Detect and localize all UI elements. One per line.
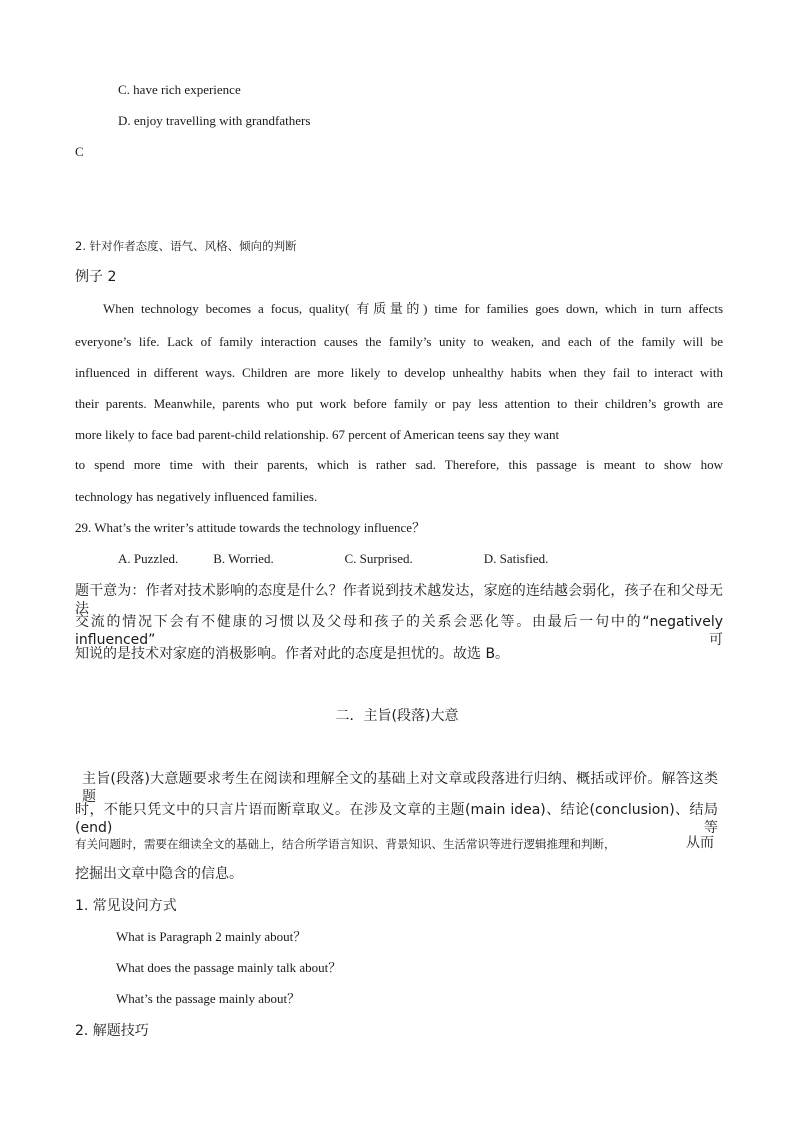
question-form: What’s the passage mainly about？: [116, 991, 301, 1006]
example-label: 例子 2: [75, 269, 117, 285]
passage-line: technology has negatively influenced families.: [75, 489, 318, 504]
subheading-question-forms: 1. 常见设问方式: [75, 898, 177, 914]
intro-line: 从而: [686, 835, 714, 851]
question-form: What does the passage mainly talk about？: [116, 960, 342, 975]
option-d: D. Satisfied.: [483, 551, 549, 566]
analysis-line: 知说的是技术对家庭的消极影响。作者对此的态度是担忧的。故选 B。: [75, 646, 510, 662]
intro-line: 时，不能只凭文中的只言片语而断章取义。在涉及文章的主题(main idea)、结论(conclusion)、结局(end)等: [75, 802, 718, 836]
passage-line: their parents. Meanwhile, parents who put work before family or pay less attention to their children’s growth are: [75, 396, 723, 411]
analysis-line: 交流的情况下会有不健康的习惯以及父母和孩子的关系会恶化等。由最后一句中的“negatively influenced” 可: [75, 614, 723, 648]
option-c: C. Surprised.: [344, 551, 413, 566]
intro-line: 有关问题时，需要在细读全文的基础上，结合所学语言知识、背景知识、生活常识等进行逻辑推理和判断，: [75, 837, 616, 851]
passage-line: influenced in different ways. Children are more likely to develop unhealthy habits when they fail to interact with: [75, 365, 723, 380]
passage-line: more likely to face bad parent-child relationship. 67 percent of American teens say they want: [75, 427, 560, 442]
passage-line: to spend more time with their parents, which is rather sad. Therefore, this passage is meant to show how: [75, 457, 723, 472]
intro-line: 挖掘出文章中隐含的信息。: [75, 866, 243, 882]
answer-options: [118, 550, 548, 568]
question: 29. What’s the writer’s attitude towards the technology influence？: [75, 520, 426, 535]
section-title: 2. 针对作者态度、语气、风格、倾向的判断: [75, 239, 297, 253]
passage-line: When technology becomes a focus, quality( 有质量的) time for families goes down, which in turn affects: [103, 301, 723, 316]
option-a: A. Puzzled.: [118, 551, 179, 566]
intro-line: 主旨(段落)大意题要求考生在阅读和理解全文的基础上对文章或段落进行归纳、概括或评价。解答这类题: [82, 771, 718, 805]
option-d: D. enjoy travelling with grandfathers: [118, 113, 311, 128]
section-heading: 二．主旨(段落)大意: [335, 708, 459, 724]
subheading-solving-tips: 2. 解题技巧: [75, 1023, 149, 1039]
option-c: C. have rich experience: [118, 82, 241, 97]
analysis-line: 题干意为：作者对技术影响的态度是什么？作者说到技术越发达，家庭的连结越会弱化，孩子在和父母无法: [75, 583, 723, 617]
question-form: What is Paragraph 2 mainly about？: [116, 929, 307, 944]
answer-previous: C: [75, 144, 84, 159]
option-b: B. Worried.: [213, 551, 274, 566]
passage-line: everyone’s life. Lack of family interaction causes the family’s unity to weaken, and each of the family will be: [75, 334, 723, 349]
